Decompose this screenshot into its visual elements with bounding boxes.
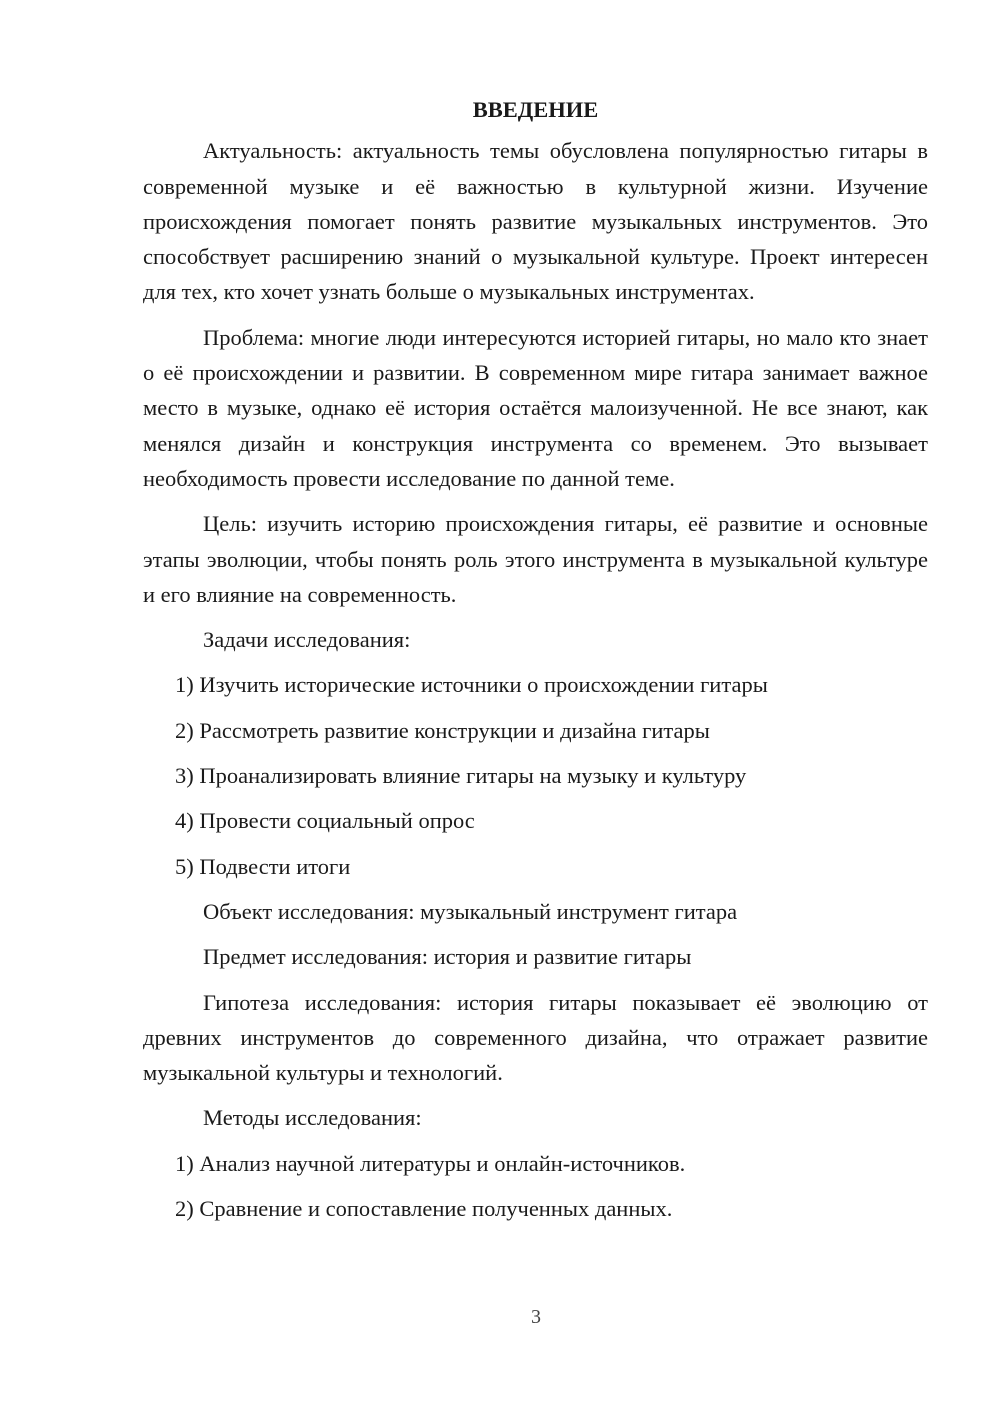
task-item-3: 3) Проанализировать влияние гитары на музыку и культуру (175, 763, 747, 789)
tasks-label: Задачи исследования: (203, 627, 411, 653)
research-subject: Предмет исследования: история и развитие гитары (203, 944, 692, 970)
task-item-1: 1) Изучить исторические источники о происхождении гитары (175, 672, 768, 698)
method-item-2: 2) Сравнение и сопоставление полученных данных. (175, 1196, 673, 1222)
page-number: 3 (531, 1306, 541, 1328)
task-item-5: 5) Подвести итоги (175, 853, 351, 879)
methods-label: Методы исследования: (203, 1105, 422, 1131)
problem-paragraph: Проблема: многие люди интересуются историей гитары, но мало кто знает о её происхождении и развитии. В современном мире гитара занимает важное место в музыке, однако её история остаётся малоизученной. Не все знают, как менялся дизайн и конструкция инструмента со временем. Это вызывает необходимость провести исследование по данной теме. (143, 324, 928, 491)
page-content (143, 92, 928, 1236)
hypothesis-paragraph: Гипотеза исследования: история гитары показывает её эволюцию от древних инструментов до современного дизайна, что отражает развитие музыкальной культуры и технологий. (143, 989, 928, 1086)
goal-paragraph: Цель: изучить историю происхождения гитары, её развитие и основные этапы эволюции, чтобы понять роль этого инструмента в музыкальной культуре и его влияние на современность. (143, 511, 928, 607)
task-item-2: 2) Рассмотреть развитие конструкции и дизайна гитары (175, 717, 710, 743)
method-item-1: 1) Анализ научной литературы и онлайн-источников. (175, 1150, 686, 1176)
research-object: Объект исследования: музыкальный инструмент гитара (203, 898, 738, 924)
relevance-paragraph: Актуальность: актуальность темы обусловлена популярностью гитары в современной музыке и её важностью в культурной жизни. Изучение происхождения помогает понять развитие музыкальных инструментов. Это способствует расширению знаний о музыкальной культуре. Проект интересен для тех, кто хочет узнать больше о музыкальных инструментах. (143, 138, 928, 305)
task-item-4: 4) Провести социальный опрос (175, 808, 475, 834)
section-heading: ВВЕДЕНИЕ (472, 97, 599, 122)
